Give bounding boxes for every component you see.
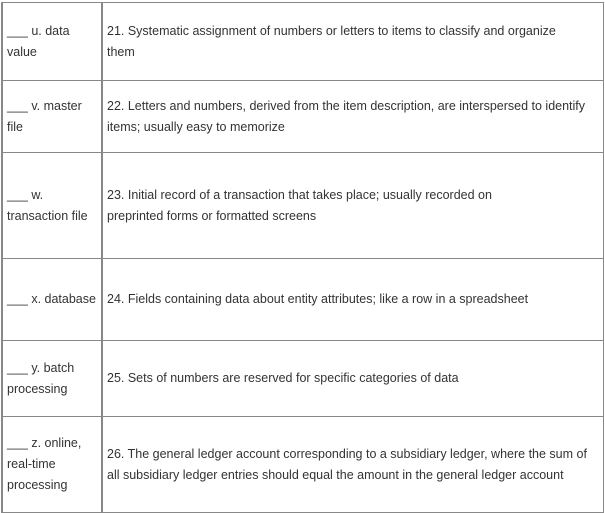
table-row (2, 417, 604, 513)
term-cell: ___ v. master file (2, 81, 102, 153)
term-cell: ___ x. database (2, 259, 102, 341)
definition-cell: 23. Initial record of a transaction that takes place; usually recorded on preprinted forms or formatted screens (102, 153, 604, 259)
term-cell: ___ w. transaction file (2, 153, 102, 259)
term-cell: ___ y. batch processing (2, 341, 102, 417)
table-row (2, 341, 604, 417)
matching-table (1, 2, 604, 513)
table-row (2, 259, 604, 341)
definition-cell: 21. Systematic assignment of numbers or letters to items to classify and organize them (102, 3, 604, 81)
term-cell: ___ z. online, real-time processing (2, 417, 102, 513)
definition-cell: 22. Letters and numbers, derived from the item description, are interspersed to identify items; usually easy to memorize (102, 81, 604, 153)
table-row (2, 3, 604, 81)
table-row (2, 153, 604, 259)
term-cell: ___ u. data value (2, 3, 102, 81)
definition-cell: 26. The general ledger account corresponding to a subsidiary ledger, where the sum of all subsidiary ledger entries should equal the amount in the general ledger account (102, 417, 604, 513)
table-row (2, 81, 604, 153)
definition-cell: 25. Sets of numbers are reserved for specific categories of data (102, 341, 604, 417)
definition-cell: 24. Fields containing data about entity attributes; like a row in a spreadsheet (102, 259, 604, 341)
